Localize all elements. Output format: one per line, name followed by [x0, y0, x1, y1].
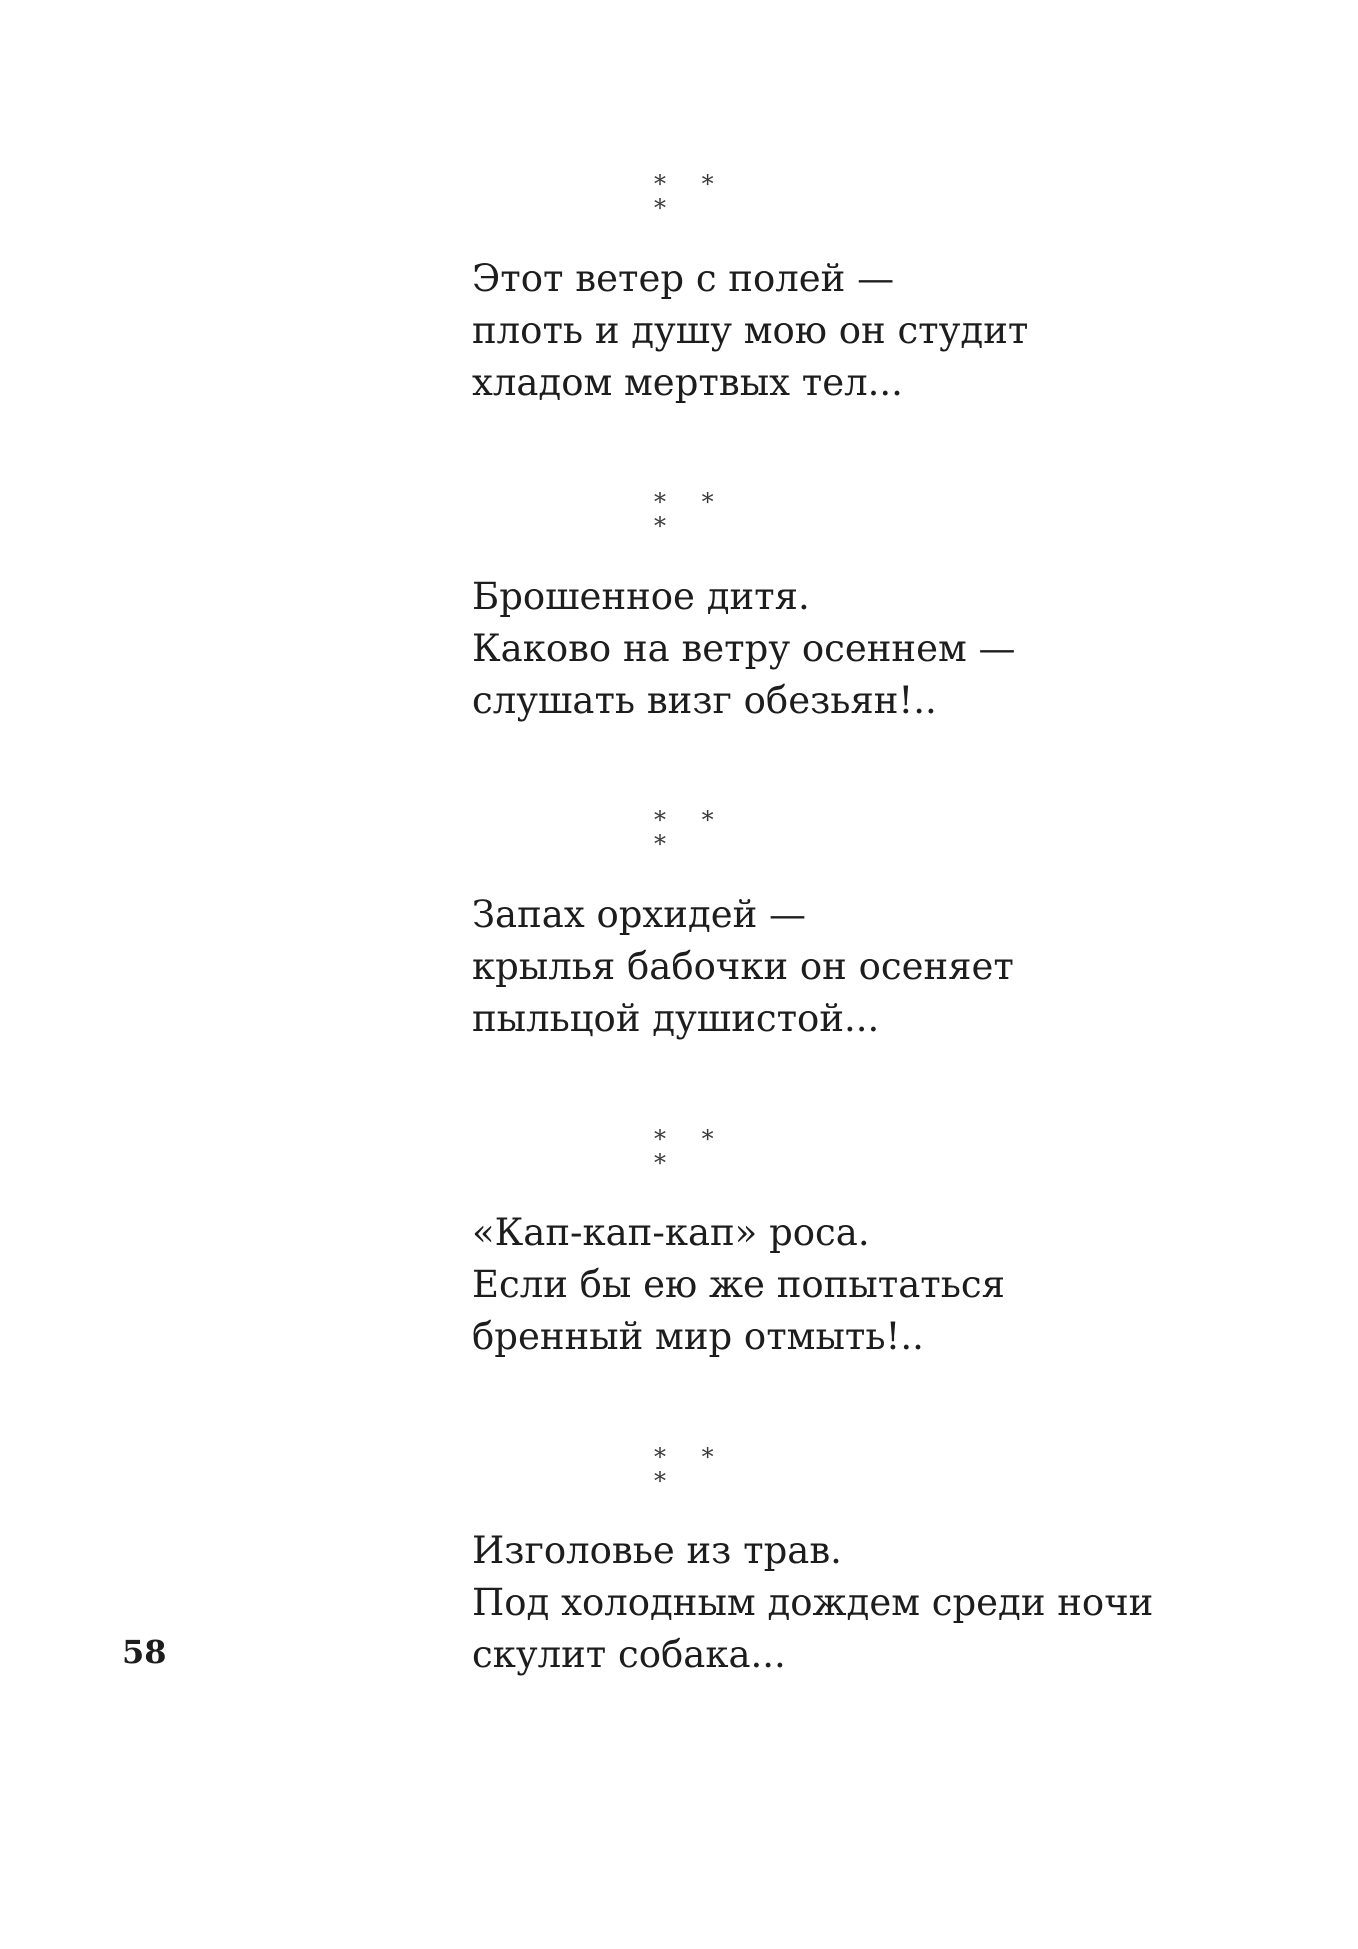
section-separator: * * * — [654, 170, 728, 222]
poem-line: слушать визг обезьян!.. — [472, 679, 937, 722]
poem-line: скулит собака... — [472, 1633, 786, 1676]
section-separator: * * * — [654, 1125, 728, 1177]
section-separator: * * * — [654, 1443, 728, 1495]
poem-line: плоть и душу мою он студит — [472, 309, 1029, 352]
poem-line: Запах орхидей — — [472, 893, 807, 936]
poem-line: крылья бабочки он осеняет — [472, 945, 1014, 988]
page-number: 58 — [122, 1633, 167, 1671]
section-separator: * * * — [654, 488, 728, 540]
haiku-4 — [472, 1207, 1292, 1363]
poem-line: хладом мертвых тел... — [472, 361, 903, 404]
poem-line: Брошенное дитя. — [472, 575, 810, 618]
haiku-1 — [472, 253, 1292, 409]
poem-line: Этот ветер с полей — — [472, 257, 895, 300]
poem-line: пыльцой душистой... — [472, 997, 880, 1040]
poem-line: Изголовье из трав. — [472, 1529, 842, 1572]
poem-line: бренный мир отмыть!.. — [472, 1315, 924, 1358]
poem-line: Если бы ею же попытаться — [472, 1263, 1005, 1306]
haiku-5 — [472, 1525, 1292, 1681]
poem-line: Каково на ветру осеннем — — [472, 627, 1016, 670]
poem-line: «Кап-кап-кап» роса. — [472, 1211, 870, 1254]
haiku-3 — [472, 889, 1292, 1045]
section-separator: * * * — [654, 806, 728, 858]
poem-line: Под холодным дождем среди ночи — [472, 1581, 1154, 1624]
haiku-2 — [472, 571, 1292, 727]
